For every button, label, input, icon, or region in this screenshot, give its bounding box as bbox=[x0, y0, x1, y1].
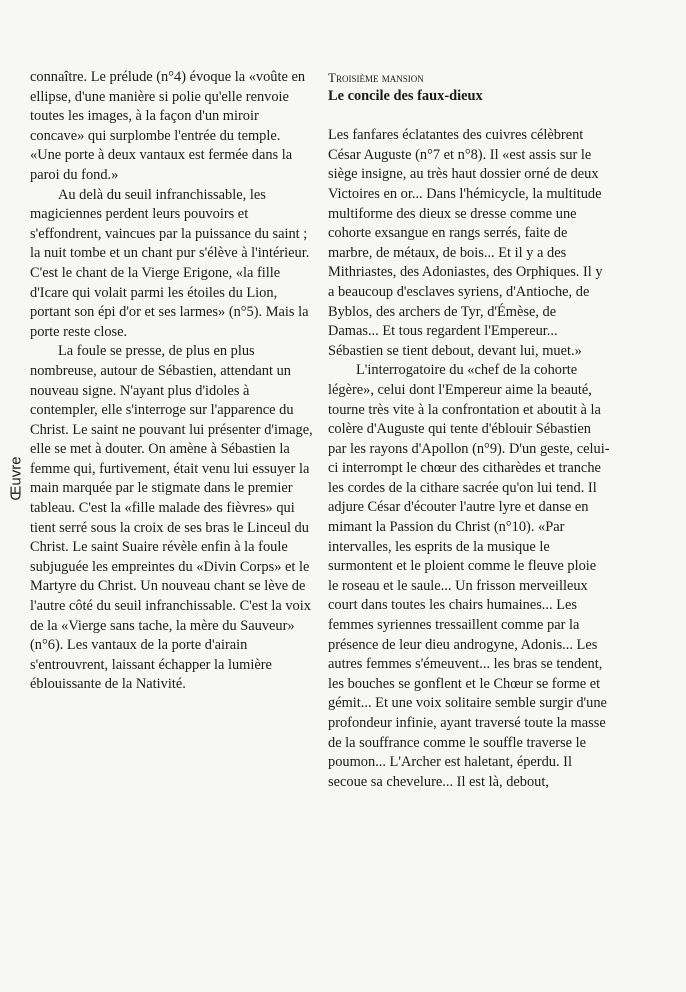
left-paragraph-2: Au delà du seuil infranchissable, les magiciennes perdent leurs pouvoirs et s'effondrent, vaincues par la puissance du saint ; la nuit tombe et un chant pur s'élève à l'intérieur. C'est le chant de la Vierge Erigone, «la fille d'Icare qui volait parmi les étoiles du Lion, portant son épi d'or et ses larmes» (n°5). Mais la porte reste close. bbox=[30, 186, 310, 340]
watermark bbox=[0, 561, 25, 663]
section-title: Le concile des faux-dieux bbox=[328, 88, 483, 104]
left-column bbox=[30, 68, 314, 695]
right-paragraph-2: L'interrogatoire du «chef de la cohorte légère», celui dont l'Empereur aime la beauté, tourne très vite à la confrontation et aboutit à la colère d'Auguste qui tente d'éblouir Sébastien par les rayons d'Apollon (n°9). D'un geste, celui-ci interrompt le chœur des citharèdes et tranche les cordes de la cithare sacrée qu'on lui tend. Il adjure César d'écouter l'autre lyre et danse en mimant la Passion du Christ (n°10). «Par intervalles, les esprits de la musique le surmontent et le ploient comme le fleuve ploie le roseau et le saule... Un frisson merveilleux court dans toutes les chairs humaines... Les femmes syriennes tressaillent comme par la présence de leur dieu androgyne, Adonis... Les autres femmes s'émeuvent... les bras se tendent, les bouches se gonflent et le Chœur se forme et gémit... Et une voix solitaire semble surgir d'une profondeur infinie, ayant traversé toute la masse de la souffrance comme le souffle traverse le poumon... L'Archer est haletant, éperdu. Il secoue sa chevelure... Il est là, debout, bbox=[328, 362, 610, 790]
margin-label: Œuvre bbox=[7, 456, 25, 501]
left-paragraph-3: La foule se presse, de plus en plus nombreuse, autour de Sébastien, attendant un nouveau signe. N'ayant plus d'idoles à contempler, elle s'interroge sur l'apparence du Christ. Le saint ne pouvant lui présenter d'image, elle se met à douter. On amène à Sébastien la femme qui, furtivement, était venu lui essuyer la main marquée par le stigmate dans le premier tableau. C'est la «fille malade des fièvres» qui tient serré sous la croix de ses bras le Linceul du Christ. Le saint Suaire révèle enfin à la foule subjuguée les empreintes du «Divin Corps» et le Martyre du Christ. Un nouveau chant se lève de l'autre côté du seuil infranchissable. C'est la voix de la «Vierge sans tache, la mère du Sauveur» (n°6). Les vantaux de la porte d'airain s'entrouvrent, laissant échapper la lumière éblouissante de la Nativité. bbox=[30, 343, 313, 693]
left-paragraph-1: connaître. Le prélude (n°4) évoque la «voûte en ellipse, d'une manière si polie qu'elle renvoie toutes les images, à la façon d'un miroir concave» qui surplombe l'entrée du temple. «Une porte à deux vantaux est fermée dans la paroi du fond.» bbox=[30, 69, 306, 183]
right-column bbox=[328, 68, 610, 792]
right-paragraph-1: Les fanfares éclatantes des cuivres célèbrent César Auguste (n°7 et n°8). Il «est assis sur le siège insigne, au très haut dossier orné de deux Victoires en or... Dans l'hémicycle, la multitude multiforme des dieux se dresse comme une cohorte exsangue en rangs serrés, faite de marbre, de métaux, de bois... Et il y a des Mithriastes, des Adoniastes, des Orphiques. Il y a beaucoup d'esclaves syriens, d'Antioche, de Byblos, des archers de Tyr, d'Émèse, de Damas... Et tous regardent l'Empereur... Sébastien se tient debout, devant lui, muet.» bbox=[328, 127, 603, 359]
section-label: Troisième mansion bbox=[328, 70, 424, 85]
